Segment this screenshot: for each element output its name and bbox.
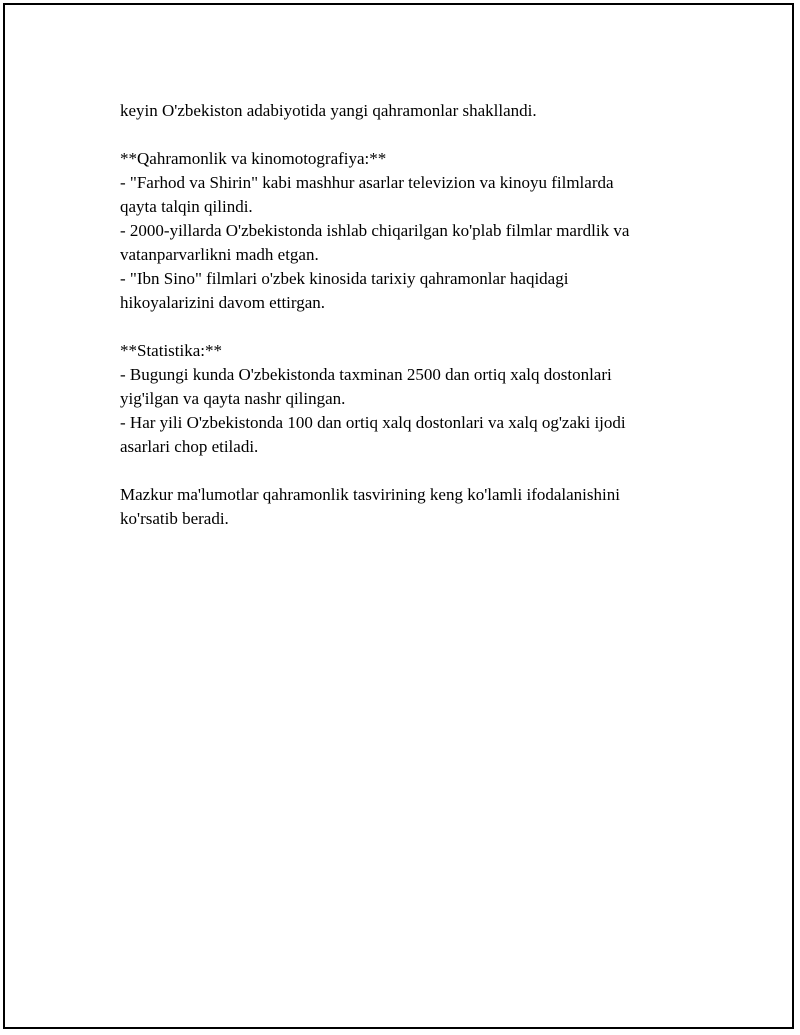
paragraph-gap (120, 459, 700, 483)
stats-line-3: - Har yili O'zbekistonda 100 dan ortiq xalq dostonlari va xalq og'zaki ijodi (120, 413, 626, 432)
document-page (3, 3, 794, 1029)
stats-section-heading: **Statistika:** (120, 341, 222, 360)
paragraph-gap (120, 123, 700, 147)
film-section-heading: **Qahramonlik va kinomotografiya:** (120, 149, 387, 168)
film-line-2: qayta talqin qilindi. (120, 197, 253, 216)
intro-line: keyin O'zbekiston adabiyotida yangi qahramonlar shakllandi. (120, 101, 537, 120)
conclusion-line-1: Mazkur ma'lumotlar qahramonlik tasvirining keng ko'lamli ifodalanishini (120, 485, 620, 504)
stats-line-2: yig'ilgan va qayta nashr qilingan. (120, 389, 346, 408)
film-line-1: - "Farhod va Shirin" kabi mashhur asarlar televizion va kinoyu filmlarda (120, 173, 614, 192)
film-line-5: - "Ibn Sino" filmlari o'zbek kinosida tarixiy qahramonlar haqidagi (120, 269, 569, 288)
stats-line-4: asarlari chop etiladi. (120, 437, 259, 456)
document-body (120, 99, 700, 531)
film-line-3: - 2000-yillarda O'zbekistonda ishlab chiqarilgan ko'plab filmlar mardlik va (120, 221, 630, 240)
conclusion-line-2: ko'rsatib beradi. (120, 509, 229, 528)
film-line-4: vatanparvarlikni madh etgan. (120, 245, 319, 264)
paragraph-gap (120, 315, 700, 339)
film-line-6: hikoyalarizini davom ettirgan. (120, 293, 326, 312)
stats-line-1: - Bugungi kunda O'zbekistonda taxminan 2500 dan ortiq xalq dostonlari (120, 365, 612, 384)
